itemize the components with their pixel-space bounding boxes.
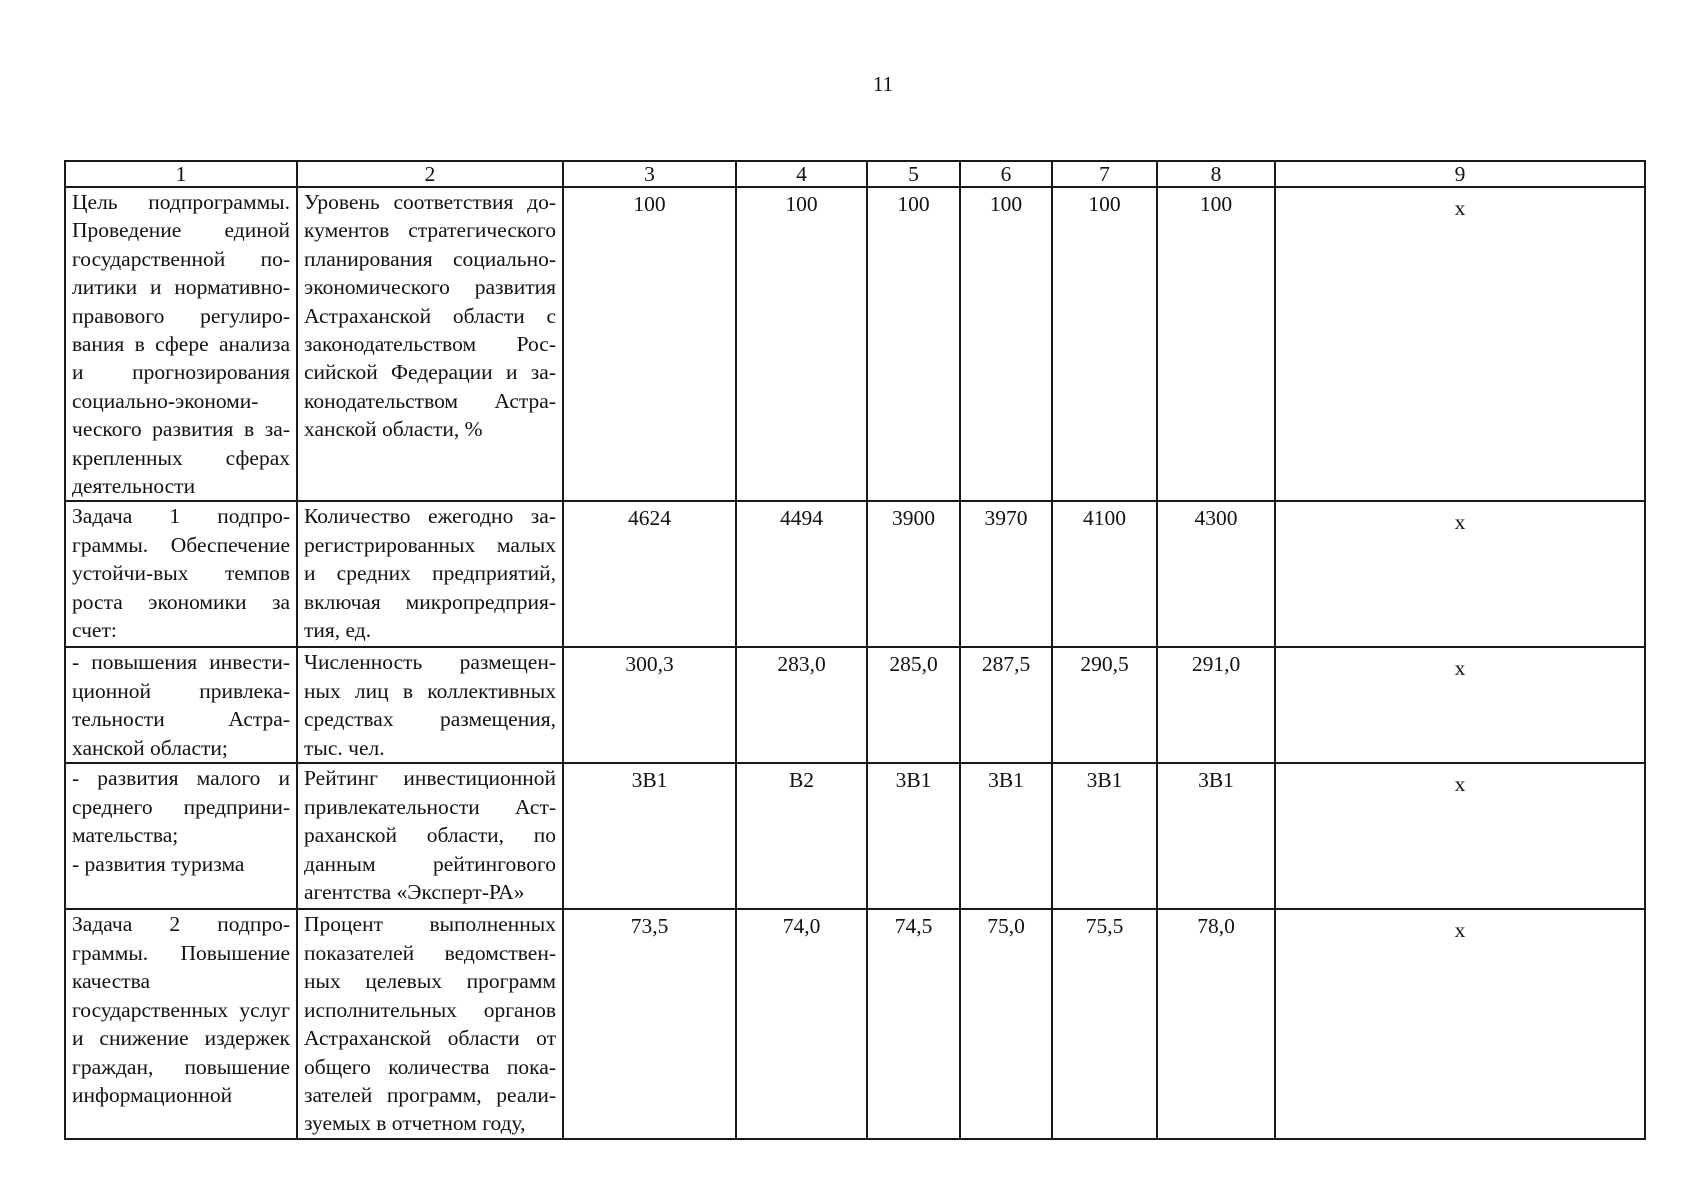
value-cell: 100 bbox=[1157, 187, 1275, 501]
table-row bbox=[65, 501, 1645, 647]
value-cell: 3В1 bbox=[1157, 763, 1275, 909]
column-header: 5 bbox=[867, 161, 960, 187]
goal-cell: - повышения инвести-ционной привлека-тельности Астра-ханской области; bbox=[65, 647, 297, 763]
column-header: 4 bbox=[736, 161, 867, 187]
page-number: 11 bbox=[872, 72, 894, 96]
indicator-cell: Численность размещен-ных лиц в коллективных средствах размещения, тыс. чел. bbox=[297, 647, 563, 763]
goal-cell: Задача 1 подпро-граммы. Обеспечение устойчи-вых темпов роста экономики за счет: bbox=[65, 501, 297, 647]
value-cell: 4624 bbox=[563, 501, 736, 647]
value-cell: 3В1 bbox=[563, 763, 736, 909]
table-row bbox=[65, 909, 1645, 1138]
value-cell: 3900 bbox=[867, 501, 960, 647]
value-cell: 100 bbox=[736, 187, 867, 501]
column-header: 7 bbox=[1052, 161, 1157, 187]
value-cell: 283,0 bbox=[736, 647, 867, 763]
column-header: 3 bbox=[563, 161, 736, 187]
value-cell: 3970 bbox=[960, 501, 1052, 647]
table-row bbox=[65, 647, 1645, 763]
x-mark-cell: х bbox=[1275, 501, 1645, 647]
goal-cell bbox=[65, 763, 297, 909]
indicator-cell: Рейтинг инвестиционной привлекательности Аст-раханской области, по данным рейтингового агентства «Эксперт-РА» bbox=[297, 763, 563, 909]
value-cell: 100 bbox=[1052, 187, 1157, 501]
indicators-table bbox=[64, 160, 1646, 1140]
value-cell: 74,5 bbox=[867, 909, 960, 1138]
x-mark-cell: х bbox=[1275, 187, 1645, 501]
goal-line: - развития туризма bbox=[72, 851, 245, 876]
table-row bbox=[65, 187, 1645, 501]
value-cell: 3В1 bbox=[1052, 763, 1157, 909]
value-cell: 4494 bbox=[736, 501, 867, 647]
value-cell: 287,5 bbox=[960, 647, 1052, 763]
goal-cell: Задача 2 подпро-граммы. Повышение качества государственных услуг и снижение издержек граждан, повышение информационной bbox=[65, 909, 297, 1138]
value-cell: 3В1 bbox=[960, 763, 1052, 909]
value-cell: 4100 bbox=[1052, 501, 1157, 647]
value-cell: 100 bbox=[867, 187, 960, 501]
value-cell: 285,0 bbox=[867, 647, 960, 763]
indicator-cell: Уровень соответствия до-кументов стратегического планирования социально-экономического развития Астраханской области с законодательством Рос-сийской Федерации и за-конодательством Астра-ханской области, % bbox=[297, 187, 563, 501]
value-cell: 100 bbox=[960, 187, 1052, 501]
x-mark-cell: х bbox=[1275, 909, 1645, 1138]
value-cell: 73,5 bbox=[563, 909, 736, 1138]
value-cell: 291,0 bbox=[1157, 647, 1275, 763]
x-mark-cell: х bbox=[1275, 647, 1645, 763]
table-row bbox=[65, 763, 1645, 909]
column-header: 9 bbox=[1275, 161, 1645, 187]
value-cell: 78,0 bbox=[1157, 909, 1275, 1138]
value-cell: 4300 bbox=[1157, 501, 1275, 647]
indicator-cell: Процент выполненных показателей ведомствен-ных целевых программ исполнительных органов Астраханской области от общего количества пока-зателей программ, реали-зуемых в отчетном году, bbox=[297, 909, 563, 1138]
column-header: 8 bbox=[1157, 161, 1275, 187]
goal-line: - развития малого и среднего предприни-мательства; bbox=[72, 766, 290, 848]
value-cell: 300,3 bbox=[563, 647, 736, 763]
value-cell: 100 bbox=[563, 187, 736, 501]
column-header: 6 bbox=[960, 161, 1052, 187]
value-cell: 290,5 bbox=[1052, 647, 1157, 763]
column-header: 2 bbox=[297, 161, 563, 187]
x-mark-cell: х bbox=[1275, 763, 1645, 909]
column-number-row bbox=[65, 161, 1645, 187]
value-cell: 75,0 bbox=[960, 909, 1052, 1138]
value-cell: 75,5 bbox=[1052, 909, 1157, 1138]
value-cell: 74,0 bbox=[736, 909, 867, 1138]
value-cell: 3В1 bbox=[867, 763, 960, 909]
column-header: 1 bbox=[65, 161, 297, 187]
value-cell: В2 bbox=[736, 763, 867, 909]
indicator-cell: Количество ежегодно за-регистрированных малых и средних предприятий, включая микропредприя-тия, ед. bbox=[297, 501, 563, 647]
goal-cell: Цель подпрограммы. Проведение единой государственной по-литики и нормативно-правового регулиро-вания в сфере анализа и прогнозирования социально-экономи-ческого развития в за-крепленных сферах деятельности bbox=[65, 187, 297, 501]
